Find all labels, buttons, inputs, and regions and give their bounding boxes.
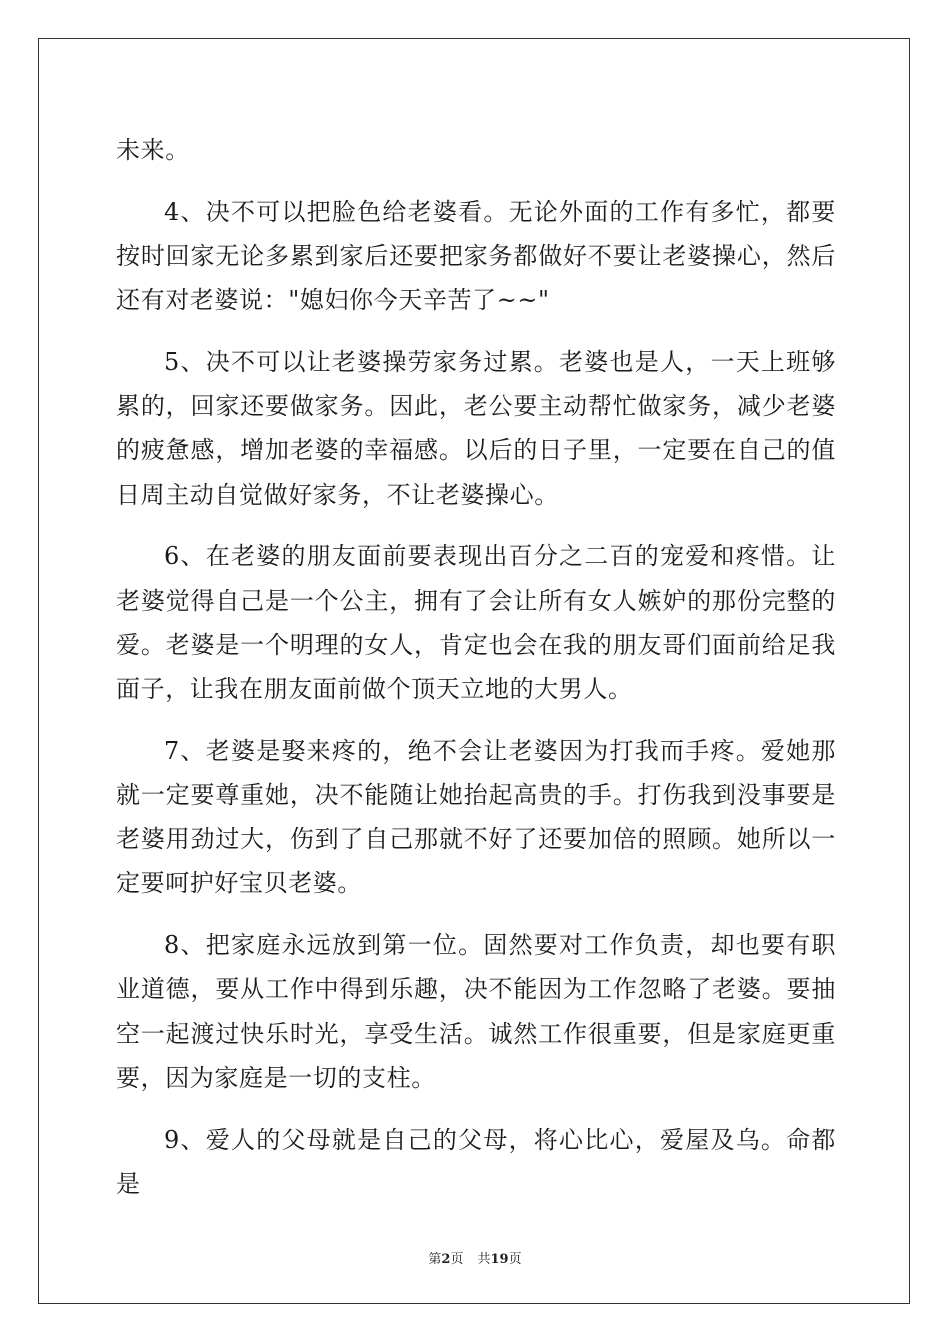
total-suffix: 页 (508, 1252, 522, 1267)
paragraph-item-5: 5、决不可以让老婆操劳家务过累。老婆也是人，一天上班够累的，回家还要做家务。因此，老公要主动帮忙做家务，减少老婆的疲惫感，增加老婆的幸福感。以后的日子里，一定要在自己的值日周主动自觉做好家务，不让老婆操心。 (116, 348, 836, 509)
paragraph-item-7: 7、老婆是娶来疼的，绝不会让老婆因为打我而手疼。爱她那就一定要尊重她，决不能随让她抬起高贵的手。打伤我到没事要是老婆用劲过大，伤到了自己那就不好了还要加倍的照顾。她所以一定要呵护好宝贝老婆。 (116, 736, 836, 898)
page-number: 2 (441, 1252, 451, 1267)
total-prefix: 共 (477, 1252, 491, 1267)
page-footer (0, 1248, 950, 1267)
paragraph-item-9: 9、爱人的父母就是自己的父母，将心比心，爱屋及乌。命都是 (116, 1125, 836, 1198)
paragraph-item-4: 4、决不可以把脸色给老婆看。无论外面的工作有多忙，都要按时回家无论多累到家后还要把家务都做好不要让老婆操心，然后还有对老婆说："媳妇你今天辛苦了~~" (116, 197, 836, 315)
page-suffix: 页 (450, 1252, 464, 1267)
total-pages: 19 (490, 1252, 509, 1267)
document-body (116, 128, 836, 1224)
paragraph-item-8: 8、把家庭永远放到第一位。固然要对工作负责，却也要有职业道德，要从工作中得到乐趣，决不能因为工作忽略了老婆。要抽空一起渡过快乐时光，享受生活。诚然工作很重要，但是家庭更重要，因为家庭是一切的支柱。 (116, 931, 836, 1092)
paragraph-continuation: 未来。 (116, 136, 190, 164)
page-prefix: 第 (428, 1252, 442, 1267)
paragraph-item-6: 6、在老婆的朋友面前要表现出百分之二百的宠爱和疼惜。让老婆觉得自己是一个公主，拥有了会让所有女人嫉妒的那份完整的爱。老婆是一个明理的女人，肯定也会在我的朋友哥们面前给足我面子，让我在朋友面前做个顶天立地的大男人。 (116, 542, 836, 704)
